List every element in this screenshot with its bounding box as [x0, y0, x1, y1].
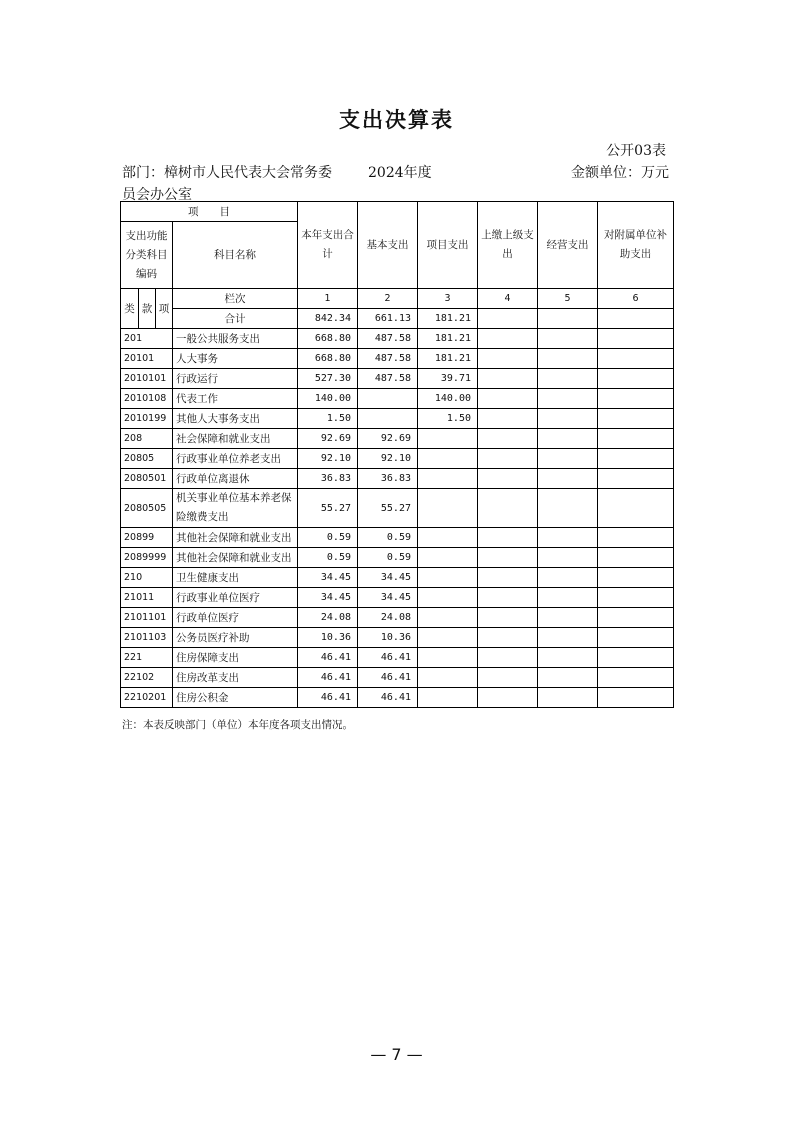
- row-basic: [358, 409, 418, 429]
- row-total: 92.10: [298, 449, 358, 469]
- empty-cell: [598, 648, 674, 668]
- row-total: 92.69: [298, 429, 358, 449]
- function-code: 2210201: [121, 688, 173, 708]
- row-project: [418, 568, 478, 588]
- total-basic: 661.13: [358, 309, 418, 329]
- function-code: 221: [121, 648, 173, 668]
- row-basic: 92.10: [358, 449, 418, 469]
- subject-name: 卫生健康支出: [173, 568, 298, 588]
- empty-cell: [538, 648, 598, 668]
- table-row: [121, 628, 674, 648]
- amount-unit-label: 金额单位：万元: [571, 165, 669, 181]
- col-business-header: 经营支出: [538, 202, 598, 289]
- empty-cell: [478, 628, 538, 648]
- row-total: 24.08: [298, 608, 358, 628]
- empty-cell: [478, 389, 538, 409]
- col-number: 4: [478, 289, 538, 309]
- empty-cell: [538, 608, 598, 628]
- empty-cell: [538, 409, 598, 429]
- subject-name: 行政单位医疗: [173, 608, 298, 628]
- subject-name: 其他人大事务支出: [173, 409, 298, 429]
- row-basic: [358, 389, 418, 409]
- row-total: 1.50: [298, 409, 358, 429]
- expenditure-table: [120, 201, 674, 708]
- function-code: 201: [121, 329, 173, 349]
- cat-header: 类: [121, 289, 139, 329]
- row-basic: 92.69: [358, 429, 418, 449]
- empty-cell: [478, 608, 538, 628]
- subject-name: 住房保障支出: [173, 648, 298, 668]
- row-project: 181.21: [418, 329, 478, 349]
- subject-name: 一般公共服务支出: [173, 329, 298, 349]
- empty-cell: [478, 409, 538, 429]
- function-code: 210: [121, 568, 173, 588]
- row-basic: 24.08: [358, 608, 418, 628]
- empty-cell: [538, 568, 598, 588]
- row-basic: 46.41: [358, 668, 418, 688]
- lanci-label: 栏次: [173, 289, 298, 309]
- row-basic: 487.58: [358, 369, 418, 389]
- row-total: 0.59: [298, 548, 358, 568]
- empty-cell: [478, 688, 538, 708]
- empty-cell: [538, 349, 598, 369]
- row-basic: 0.59: [358, 528, 418, 548]
- row-project: [418, 668, 478, 688]
- empty-cell: [478, 309, 538, 329]
- empty-cell: [538, 309, 598, 329]
- empty-cell: [538, 449, 598, 469]
- function-code: 2101103: [121, 628, 173, 648]
- function-code: 2080505: [121, 489, 173, 528]
- xiang-header: 项: [156, 289, 173, 329]
- empty-cell: [478, 668, 538, 688]
- empty-cell: [598, 449, 674, 469]
- total-label: 合计: [173, 309, 298, 329]
- col-subsidiary-header: 对附属单位补助支出: [598, 202, 674, 289]
- empty-cell: [598, 668, 674, 688]
- row-basic: 487.58: [358, 349, 418, 369]
- row-total: 36.83: [298, 469, 358, 489]
- col-number: 3: [418, 289, 478, 309]
- empty-cell: [478, 369, 538, 389]
- row-total: 34.45: [298, 568, 358, 588]
- table-row: [121, 648, 674, 668]
- table-row: [121, 349, 674, 369]
- table-row: [121, 568, 674, 588]
- empty-cell: [478, 528, 538, 548]
- row-project: [418, 608, 478, 628]
- subject-name: 住房改革支出: [173, 668, 298, 688]
- year-label: 2024年度: [368, 165, 432, 181]
- func-code-header: 支出功能分类科目编码: [121, 222, 173, 289]
- row-total: 46.41: [298, 688, 358, 708]
- empty-cell: [478, 568, 538, 588]
- page-number: — 7 —: [370, 1045, 423, 1064]
- subject-name-header: 科目名称: [173, 222, 298, 289]
- col-total-header: 本年支出合计: [298, 202, 358, 289]
- empty-cell: [538, 688, 598, 708]
- empty-cell: [598, 369, 674, 389]
- empty-cell: [538, 389, 598, 409]
- row-project: 39.71: [418, 369, 478, 389]
- col-basic-header: 基本支出: [358, 202, 418, 289]
- table-note: 注：本表反映部门（单位）本年度各项支出情况。: [122, 719, 353, 731]
- empty-cell: [478, 469, 538, 489]
- function-code: 2101101: [121, 608, 173, 628]
- function-code: 20101: [121, 349, 173, 369]
- col-project-header: 项目支出: [418, 202, 478, 289]
- table-row: [121, 469, 674, 489]
- function-code: 2010108: [121, 389, 173, 409]
- row-total: 527.30: [298, 369, 358, 389]
- col-number: 6: [598, 289, 674, 309]
- row-basic: 34.45: [358, 588, 418, 608]
- empty-cell: [538, 548, 598, 568]
- row-project: [418, 688, 478, 708]
- table-row: [121, 548, 674, 568]
- row-project: 1.50: [418, 409, 478, 429]
- project-header: 项 目: [121, 202, 298, 222]
- row-project: [418, 489, 478, 528]
- row-basic: 487.58: [358, 329, 418, 349]
- subject-name: 其他社会保障和就业支出: [173, 548, 298, 568]
- table-row: [121, 429, 674, 449]
- empty-cell: [538, 628, 598, 648]
- table-row: [121, 329, 674, 349]
- empty-cell: [538, 668, 598, 688]
- table-row: [121, 608, 674, 628]
- form-number: 公开03表: [606, 143, 666, 159]
- empty-cell: [478, 588, 538, 608]
- empty-cell: [538, 528, 598, 548]
- table-row: [121, 688, 674, 708]
- function-code: 2010101: [121, 369, 173, 389]
- row-basic: 34.45: [358, 568, 418, 588]
- row-project: [418, 588, 478, 608]
- row-basic: 46.41: [358, 648, 418, 668]
- empty-cell: [598, 489, 674, 528]
- table-row: [121, 588, 674, 608]
- header-row-1: [121, 202, 674, 222]
- col-number: 1: [298, 289, 358, 309]
- empty-cell: [598, 588, 674, 608]
- subject-name: 机关事业单位基本养老保险缴费支出: [173, 489, 298, 528]
- empty-cell: [598, 409, 674, 429]
- empty-cell: [598, 469, 674, 489]
- empty-cell: [478, 489, 538, 528]
- row-project: [418, 628, 478, 648]
- row-total: 34.45: [298, 588, 358, 608]
- subject-name: 公务员医疗补助: [173, 628, 298, 648]
- empty-cell: [598, 528, 674, 548]
- table-row: [121, 369, 674, 389]
- empty-cell: [598, 608, 674, 628]
- page-title: 支出决算表: [339, 108, 454, 132]
- row-basic: 55.27: [358, 489, 418, 528]
- row-project: 140.00: [418, 389, 478, 409]
- row-total: 46.41: [298, 668, 358, 688]
- total-amount: 842.34: [298, 309, 358, 329]
- col-number: 5: [538, 289, 598, 309]
- empty-cell: [478, 329, 538, 349]
- col-upper-header: 上缴上级支出: [478, 202, 538, 289]
- row-project: [418, 469, 478, 489]
- empty-cell: [598, 429, 674, 449]
- subject-name: 住房公积金: [173, 688, 298, 708]
- empty-cell: [598, 688, 674, 708]
- subject-name: 行政事业单位医疗: [173, 588, 298, 608]
- empty-cell: [598, 389, 674, 409]
- empty-cell: [538, 329, 598, 349]
- row-total: 55.27: [298, 489, 358, 528]
- empty-cell: [598, 568, 674, 588]
- empty-cell: [478, 429, 538, 449]
- row-project: [418, 648, 478, 668]
- empty-cell: [598, 628, 674, 648]
- empty-cell: [478, 648, 538, 668]
- function-code: 20805: [121, 449, 173, 469]
- row-project: 181.21: [418, 349, 478, 369]
- table-row: [121, 389, 674, 409]
- table-row: [121, 409, 674, 429]
- empty-cell: [538, 469, 598, 489]
- function-code: 2010199: [121, 409, 173, 429]
- row-project: [418, 429, 478, 449]
- function-code: 22102: [121, 668, 173, 688]
- empty-cell: [538, 588, 598, 608]
- row-project: [418, 548, 478, 568]
- function-code: 2080501: [121, 469, 173, 489]
- row-total: 140.00: [298, 389, 358, 409]
- col-number: 2: [358, 289, 418, 309]
- function-code: 20899: [121, 528, 173, 548]
- total-row: [121, 309, 674, 329]
- empty-cell: [538, 489, 598, 528]
- table-row: [121, 449, 674, 469]
- header-row-3: [121, 289, 674, 309]
- subject-name: 代表工作: [173, 389, 298, 409]
- total-project: 181.21: [418, 309, 478, 329]
- department-label: 部门：樟树市人民代表大会常务委员会办公室: [122, 165, 332, 203]
- function-code: 21011: [121, 588, 173, 608]
- row-total: 668.80: [298, 349, 358, 369]
- empty-cell: [598, 329, 674, 349]
- empty-cell: [598, 309, 674, 329]
- subject-name: 其他社会保障和就业支出: [173, 528, 298, 548]
- row-basic: 0.59: [358, 548, 418, 568]
- subject-name: 行政运行: [173, 369, 298, 389]
- row-basic: 10.36: [358, 628, 418, 648]
- table-row: [121, 668, 674, 688]
- table-row: [121, 489, 674, 528]
- kuan-header: 款: [139, 289, 156, 329]
- row-basic: 36.83: [358, 469, 418, 489]
- empty-cell: [478, 548, 538, 568]
- row-basic: 46.41: [358, 688, 418, 708]
- row-total: 0.59: [298, 528, 358, 548]
- subject-name: 行政单位离退休: [173, 469, 298, 489]
- subject-name: 社会保障和就业支出: [173, 429, 298, 449]
- subject-name: 人大事务: [173, 349, 298, 369]
- empty-cell: [478, 349, 538, 369]
- empty-cell: [538, 429, 598, 449]
- empty-cell: [598, 548, 674, 568]
- row-total: 10.36: [298, 628, 358, 648]
- subject-name: 行政事业单位养老支出: [173, 449, 298, 469]
- function-code: 2089999: [121, 548, 173, 568]
- row-total: 46.41: [298, 648, 358, 668]
- empty-cell: [598, 349, 674, 369]
- empty-cell: [478, 449, 538, 469]
- empty-cell: [538, 369, 598, 389]
- row-project: [418, 528, 478, 548]
- row-total: 668.80: [298, 329, 358, 349]
- function-code: 208: [121, 429, 173, 449]
- row-project: [418, 449, 478, 469]
- table-row: [121, 528, 674, 548]
